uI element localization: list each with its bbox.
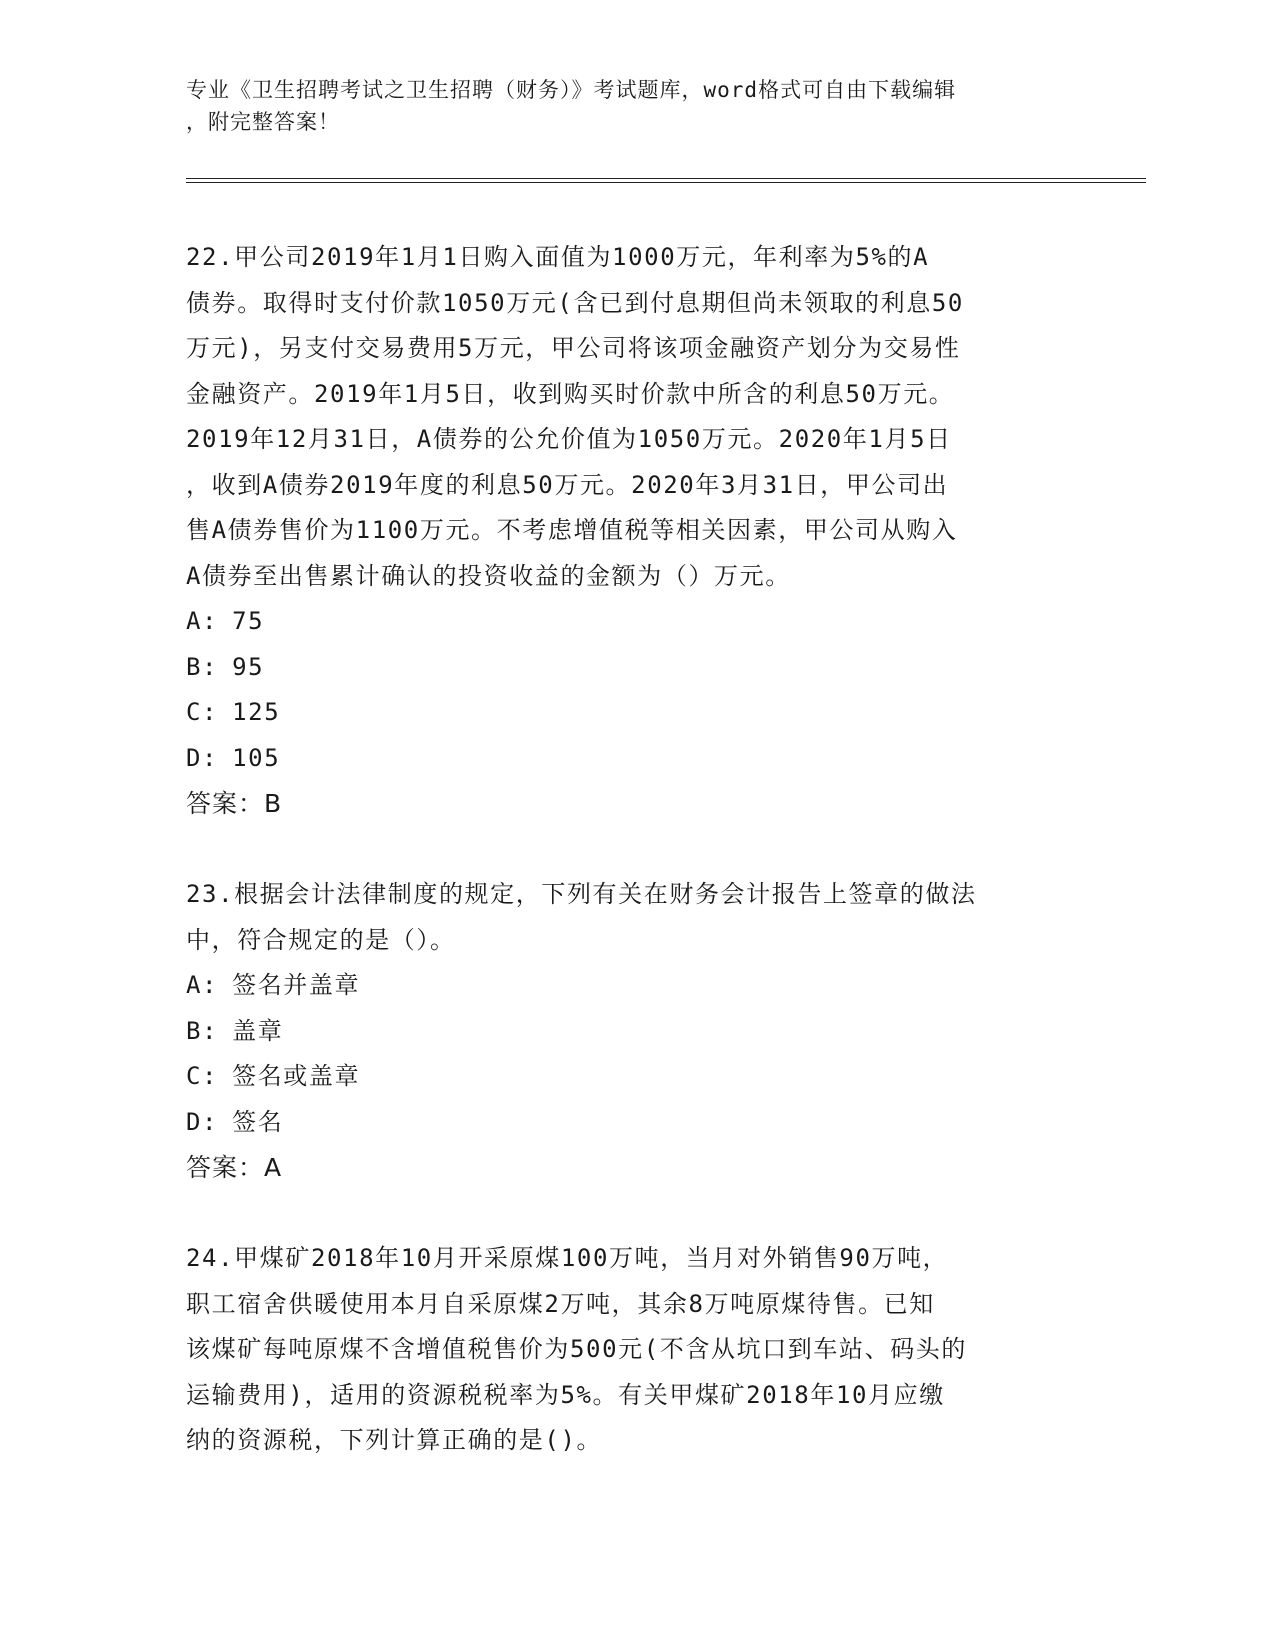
question-stem-line: 职工宿舍供暖使用本月自采原煤2万吨，其余8万吨原煤待售。已知 [186,1289,935,1318]
option-text: 签名或盖章 [232,1062,361,1090]
option-letter: D: [186,1107,219,1136]
question-24 [186,1236,1086,1464]
question-23 [186,872,1086,1191]
option-letter: C: [186,698,219,726]
option-letter: D: [186,743,219,772]
option-b [186,645,1086,691]
header-line-2: ，附完整答案！ [186,110,340,134]
question-22 [186,235,1086,827]
option-c [186,690,1086,736]
option-d [186,1100,1086,1146]
question-stem-line: 债券。取得时支付价款1050万元(含已到付息期但尚未领取的利息50 [186,288,964,317]
option-d [186,736,1086,782]
option-letter: A: [186,607,219,635]
option-text: 105 [232,743,281,772]
question-stem-line: 中，符合规定的是（）。 [186,925,456,954]
option-b [186,1009,1086,1055]
option-letter: B: [186,652,219,681]
option-text: 签名并盖章 [232,971,361,999]
question-stem-line: 23.根据会计法律制度的规定，下列有关在财务会计报告上签章的做法 [186,880,977,908]
question-stem-line: 万元)，另支付交易费用5万元，甲公司将该项金融资产划分为交易性 [186,334,961,362]
question-stem-line: 运输费用)，适用的资源税税率为5%。有关甲煤矿2018年10月应缴 [186,1380,945,1409]
option-text: 95 [232,652,265,681]
option-text: 签名 [232,1107,284,1136]
option-letter: A: [186,971,219,999]
question-stem-line: 22.甲公司2019年1月1日购入面值为1000万元，年利率为5%的A [186,243,930,271]
question-stem-line: ，收到A债券2019年度的利息50万元。2020年3月31日，甲公司出 [186,470,949,499]
header-line-1: 专业《卫生招聘考试之卫生招聘（财务）》考试题库，word格式可自由下载编辑 [186,78,957,102]
question-stem-line: 2019年12月31日，A债券的公允价值为1050万元。2020年1月5日 [186,425,952,453]
answer-line: 答案：B [186,789,283,818]
question-stem-line: 纳的资源税，下列计算正确的是()。 [186,1426,603,1454]
question-stem-line: 24.甲煤矿2018年10月开采原煤100万吨，当月对外销售90万吨， [186,1244,949,1272]
option-letter: C: [186,1062,219,1090]
option-text: 125 [232,698,281,726]
option-c [186,1054,1086,1100]
option-text: 盖章 [232,1016,284,1045]
question-stem-line: 金融资产。2019年1月5日，收到购买时价款中所含的利息50万元。 [186,379,955,408]
option-letter: B: [186,1016,219,1045]
question-stem-line: 售A债券售价为1100万元。不考虑增值税等相关因素，甲公司从购入 [186,516,958,544]
option-text: 75 [232,607,265,635]
option-a [186,963,1086,1009]
question-stem-line: 该煤矿每吨原煤不含增值税售价为500元(不含从坑口到车站、码头的 [186,1335,967,1363]
question-stem-line: A债券至出售累计确认的投资收益的金额为（）万元。 [186,561,791,590]
option-a [186,599,1086,645]
header-double-rule [186,178,1146,183]
document-header [186,74,1086,138]
answer-line: 答案：A [186,1153,283,1182]
